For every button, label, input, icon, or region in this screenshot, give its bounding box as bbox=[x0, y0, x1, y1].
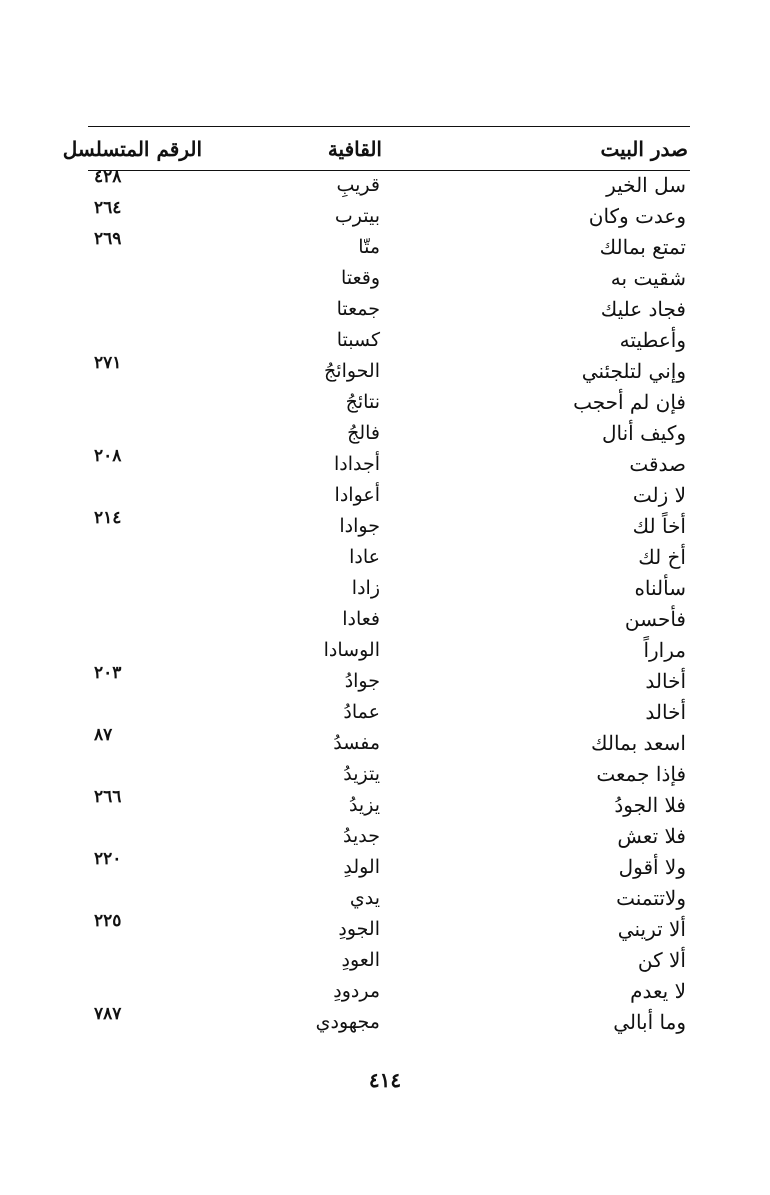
rhyme-cell: جديدُ bbox=[343, 825, 380, 847]
serial-number-cell: ٢٦٦ bbox=[94, 787, 122, 807]
serial-number-cell: ٨٧ bbox=[94, 725, 113, 745]
table-row bbox=[0, 387, 770, 418]
serial-number-cell: ٢٦٤ bbox=[94, 198, 122, 218]
rhyme-cell: فعادا bbox=[342, 608, 380, 630]
serial-number-cell: ٢٢٠ bbox=[94, 849, 122, 869]
rhyme-cell: عادا bbox=[349, 546, 380, 568]
verse-start-cell: فإذا جمعت bbox=[596, 762, 686, 786]
rhyme-cell: متّا bbox=[358, 236, 380, 258]
verse-start-cell: أخالد bbox=[645, 669, 686, 693]
rhyme-cell: يتزيدُ bbox=[343, 763, 380, 785]
verse-start-cell: تمتع بمالك bbox=[599, 235, 686, 259]
verse-start-cell: وإني لتلجئني bbox=[581, 359, 686, 383]
serial-number-cell: ٢٦٩ bbox=[94, 229, 122, 249]
header-rhyme: القافية bbox=[327, 137, 382, 161]
table-row bbox=[0, 697, 770, 728]
verse-start-cell: اسعد بمالك bbox=[591, 731, 686, 755]
verse-start-cell: فجاد عليك bbox=[600, 297, 686, 321]
verse-start-cell: سألناه bbox=[634, 576, 686, 600]
serial-number-cell: ٢٠٣ bbox=[94, 663, 122, 683]
verse-start-cell: فلا تعش bbox=[617, 824, 686, 848]
verse-start-cell: ولاتتمنت bbox=[616, 886, 686, 910]
table-row bbox=[0, 725, 770, 759]
rhyme-cell: يزيدُ bbox=[348, 794, 380, 816]
rhyme-cell: عمادُ bbox=[343, 701, 380, 723]
verse-start-cell: لا يعدم bbox=[630, 979, 686, 1003]
verse-start-cell: شقيت به bbox=[610, 266, 686, 290]
rhyme-cell: بيترب bbox=[334, 205, 380, 227]
table-row bbox=[0, 604, 770, 635]
verse-start-cell: فلا الجودُ bbox=[614, 793, 686, 817]
verse-start-cell: سل الخير bbox=[606, 173, 686, 197]
rhyme-cell: قريبِ bbox=[336, 174, 380, 196]
page-number: ٤١٤ bbox=[368, 1068, 402, 1092]
verse-start-cell: وأعطيته bbox=[619, 328, 686, 352]
rhyme-cell: مجهودي bbox=[315, 1011, 380, 1033]
rhyme-cell: يدي bbox=[349, 887, 380, 909]
rhyme-cell: الجودِ bbox=[338, 918, 380, 940]
table-row bbox=[0, 229, 770, 263]
rhyme-cell: زادا bbox=[351, 577, 380, 599]
rhyme-cell: العودِ bbox=[341, 949, 380, 971]
serial-number-cell: ٢٢٥ bbox=[94, 911, 122, 931]
serial-number-cell: ٢١٤ bbox=[94, 508, 122, 528]
header-serial-number: الرقم المتسلسل bbox=[62, 137, 202, 161]
serial-number-cell: ٧٨٧ bbox=[94, 1004, 122, 1024]
rhyme-cell: كسبتا bbox=[336, 329, 380, 351]
verse-start-cell: صدقت bbox=[629, 452, 686, 476]
verse-start-cell: لا زلت bbox=[632, 483, 686, 507]
table-row bbox=[0, 1004, 770, 1038]
table-row bbox=[0, 508, 770, 542]
header-verse-start: صدر البيت bbox=[600, 137, 688, 161]
verse-start-cell: أخاً لك bbox=[632, 514, 686, 538]
rhyme-cell: جوادُ bbox=[344, 670, 380, 692]
verse-start-cell: أخالد bbox=[645, 700, 686, 724]
index-table bbox=[0, 167, 770, 1038]
verse-start-cell: وما أبالي bbox=[613, 1010, 686, 1034]
verse-start-cell: وعدت وكان bbox=[588, 204, 686, 228]
verse-start-cell: أخ لك bbox=[638, 545, 686, 569]
rhyme-cell: وقعتا bbox=[341, 267, 380, 289]
rhyme-cell: مفسدُ bbox=[333, 732, 380, 754]
table-row bbox=[0, 263, 770, 294]
rhyme-cell: فالجُ bbox=[347, 422, 380, 444]
table-row bbox=[0, 542, 770, 573]
verse-start-cell: ألا كن bbox=[637, 948, 686, 972]
verse-start-cell: فأحسن bbox=[624, 607, 686, 631]
verse-start-cell: مراراً bbox=[643, 638, 686, 662]
serial-number-cell: ٤٢٨ bbox=[94, 167, 122, 187]
verse-start-cell: فإن لم أحجب bbox=[573, 390, 686, 414]
rhyme-cell: أجدادا bbox=[333, 453, 380, 475]
rhyme-cell: جمعتا bbox=[336, 298, 380, 320]
rhyme-cell: مردودِ bbox=[333, 980, 380, 1002]
table-row bbox=[0, 945, 770, 976]
verse-start-cell: ألا تريني bbox=[617, 917, 686, 941]
table-row bbox=[0, 663, 770, 697]
table-row bbox=[0, 849, 770, 883]
verse-start-cell: ولا أقول bbox=[618, 855, 686, 879]
rhyme-cell: الحوائجُ bbox=[324, 360, 380, 382]
table-top-rule bbox=[88, 126, 690, 127]
table-row bbox=[0, 294, 770, 325]
table-row bbox=[0, 353, 770, 387]
table-row bbox=[0, 573, 770, 604]
rhyme-cell: أعوادا bbox=[334, 484, 380, 506]
table-row bbox=[0, 911, 770, 945]
rhyme-cell: جوادا bbox=[339, 515, 380, 537]
table-row bbox=[0, 446, 770, 480]
rhyme-cell: نتائجُ bbox=[345, 391, 380, 413]
serial-number-cell: ٢٧١ bbox=[94, 353, 122, 373]
verse-start-cell: وكيف أنال bbox=[601, 421, 686, 445]
rhyme-cell: الوسادا bbox=[323, 639, 380, 661]
table-row bbox=[0, 787, 770, 821]
rhyme-cell: الولدِ bbox=[343, 856, 380, 878]
serial-number-cell: ٢٠٨ bbox=[94, 446, 122, 466]
